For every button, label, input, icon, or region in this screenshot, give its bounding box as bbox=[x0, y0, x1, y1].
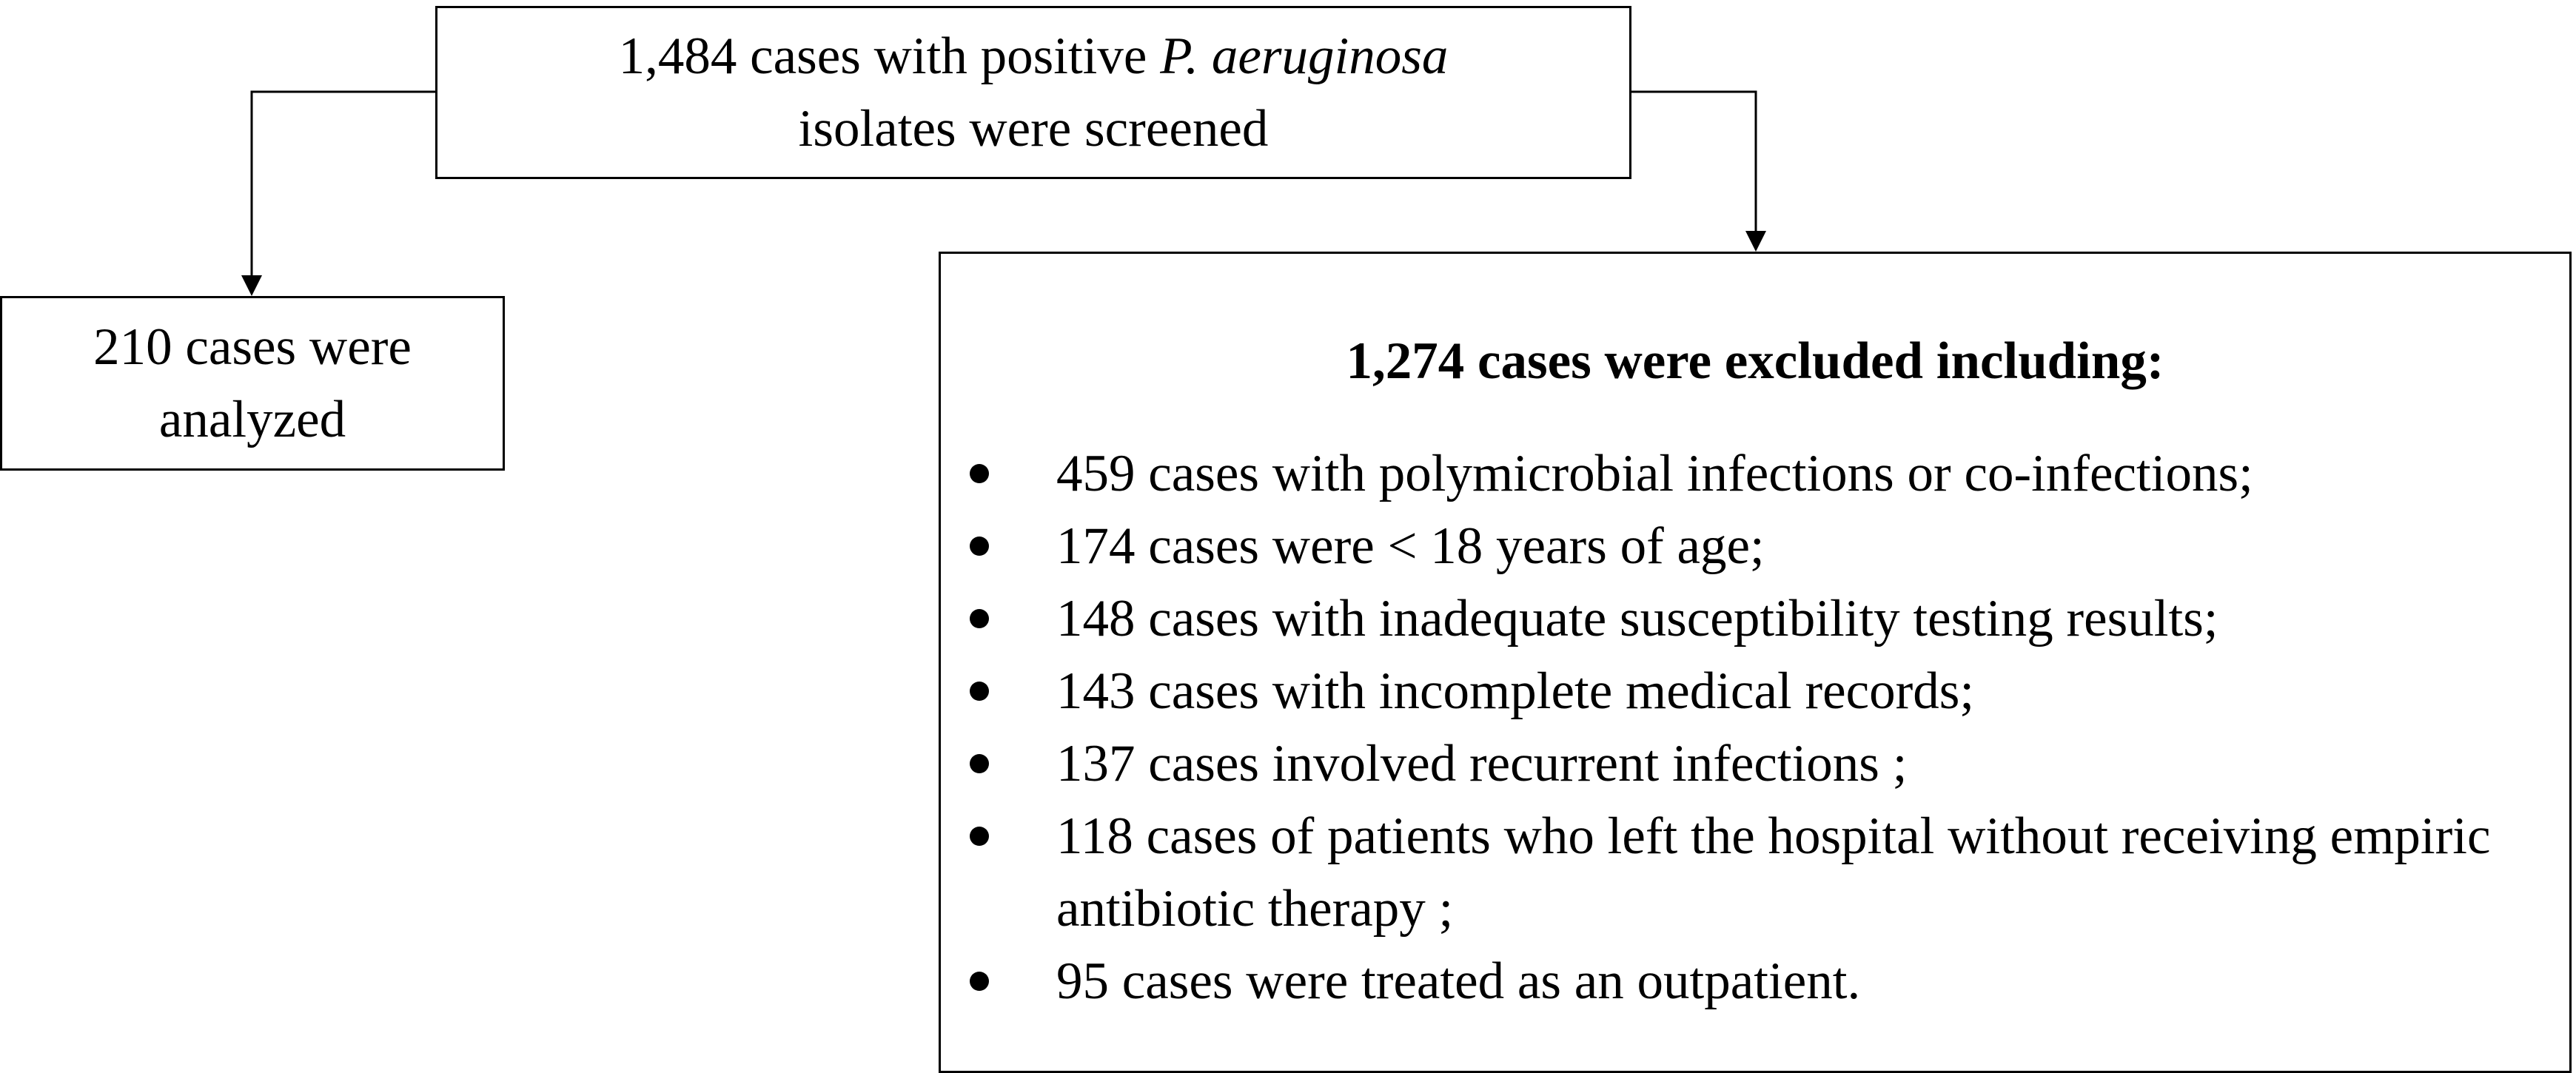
exclusion-item-text: 148 cases with inadequate susceptibility testing results; bbox=[1056, 590, 2218, 648]
analyzed-line-2: analyzed bbox=[158, 391, 346, 448]
arrowhead-down-icon bbox=[241, 275, 262, 296]
exclusion-item bbox=[941, 945, 2569, 1018]
exclusion-item-text: 143 cases with incomplete medical records; bbox=[1056, 662, 1975, 720]
exclusion-item-text: 174 cases were < 18 years of age; bbox=[1056, 517, 1765, 575]
exclusion-item-text: 137 cases involved recurrent infections ; bbox=[1056, 735, 1908, 793]
exclusion-item bbox=[941, 510, 2569, 582]
arrowhead-down-icon bbox=[1745, 231, 1766, 252]
analyzed-cases-box bbox=[0, 296, 505, 471]
bullet-icon bbox=[970, 827, 989, 846]
exclusion-list bbox=[941, 437, 2569, 1018]
bullet-icon bbox=[970, 609, 989, 628]
exclusion-item-text: 95 cases were treated as an outpatient. bbox=[1056, 952, 1861, 1010]
organism-name: P. aeruginosa bbox=[1160, 27, 1449, 85]
exclusion-item bbox=[941, 727, 2569, 800]
bullet-icon bbox=[970, 464, 989, 483]
exclusion-item bbox=[941, 800, 2569, 945]
exclusion-item bbox=[941, 582, 2569, 655]
arrow-to-excluded bbox=[1631, 92, 1766, 252]
bullet-icon bbox=[970, 754, 989, 773]
exclusion-item-text: 118 cases of patients who left the hospital without receiving empiric antibiotic therapy ; bbox=[1056, 807, 2491, 938]
bullet-icon bbox=[970, 536, 989, 556]
exclusion-item-text: 459 cases with polymicrobial infections or co-infections; bbox=[1056, 445, 2253, 502]
screened-line-1 bbox=[619, 20, 1449, 92]
screened-count-text: 1,484 cases with positive bbox=[618, 27, 1161, 85]
bullet-icon bbox=[970, 972, 989, 991]
bullet-icon bbox=[970, 682, 989, 701]
excluded-heading: 1,274 cases were excluded including: bbox=[1346, 332, 2164, 390]
exclusion-item bbox=[941, 655, 2569, 727]
analyzed-line-1: 210 cases were bbox=[93, 318, 412, 376]
arrow-to-analyzed bbox=[241, 92, 435, 296]
exclusion-item bbox=[941, 437, 2569, 510]
screened-cases-box bbox=[435, 6, 1631, 179]
excluded-cases-box bbox=[939, 252, 2572, 1073]
screened-line-2: isolates were screened bbox=[798, 100, 1269, 158]
